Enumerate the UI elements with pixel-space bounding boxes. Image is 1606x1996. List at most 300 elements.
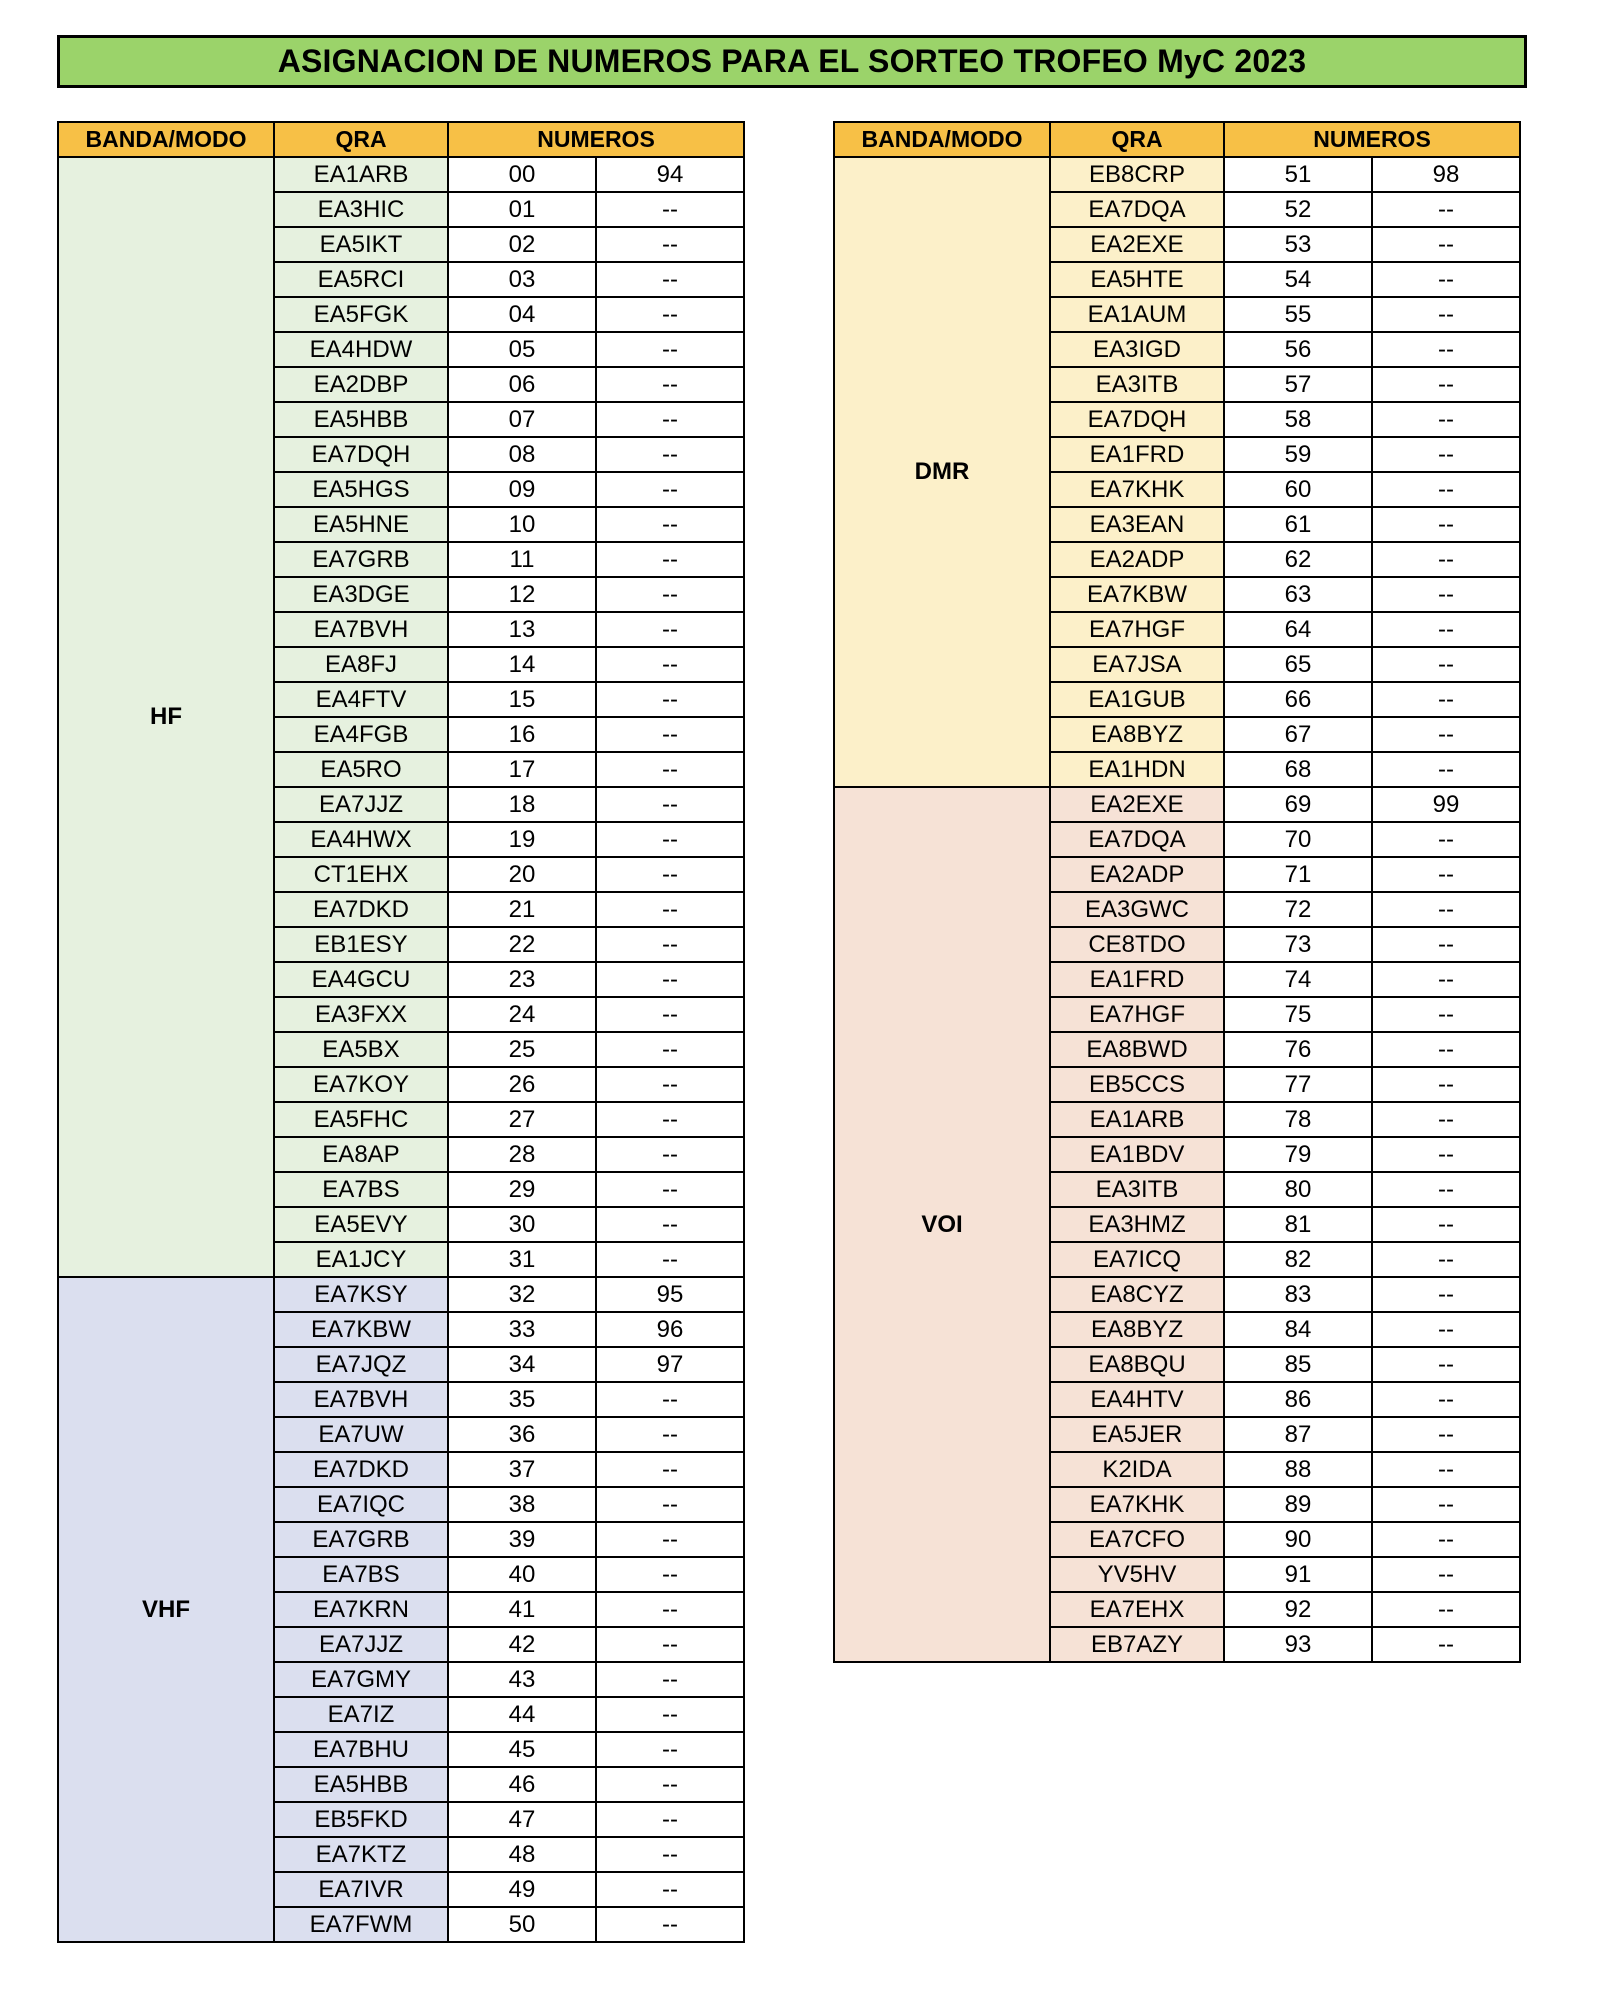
number-cell: 24 xyxy=(448,997,596,1032)
qra-cell: EA5BX xyxy=(274,1032,448,1067)
extra-number-cell: -- xyxy=(596,1417,744,1452)
number-cell: 10 xyxy=(448,507,596,542)
extra-number-cell: 99 xyxy=(1372,787,1520,822)
table-row xyxy=(58,1277,744,1312)
qra-cell: EA7JJZ xyxy=(274,1627,448,1662)
extra-number-cell: 95 xyxy=(596,1277,744,1312)
number-cell: 39 xyxy=(448,1522,596,1557)
number-cell: 02 xyxy=(448,227,596,262)
extra-number-cell: -- xyxy=(1372,262,1520,297)
extra-number-cell: -- xyxy=(596,1802,744,1837)
number-cell: 54 xyxy=(1224,262,1372,297)
qra-cell: EA1AUM xyxy=(1050,297,1224,332)
extra-number-cell: -- xyxy=(596,1872,744,1907)
number-cell: 03 xyxy=(448,262,596,297)
qra-cell: EA1GUB xyxy=(1050,682,1224,717)
qra-cell: EA4HTV xyxy=(1050,1382,1224,1417)
extra-number-cell: -- xyxy=(1372,682,1520,717)
extra-number-cell: -- xyxy=(596,577,744,612)
qra-cell: EA5HNE xyxy=(274,507,448,542)
qra-cell: EA3GWC xyxy=(1050,892,1224,927)
qra-cell: EA7JJZ xyxy=(274,787,448,822)
assignment-table-right xyxy=(833,121,1521,1663)
number-cell: 90 xyxy=(1224,1522,1372,1557)
number-cell: 61 xyxy=(1224,507,1372,542)
number-cell: 65 xyxy=(1224,647,1372,682)
extra-number-cell: -- xyxy=(1372,1452,1520,1487)
qra-cell: EA5RCI xyxy=(274,262,448,297)
qra-cell: EB7AZY xyxy=(1050,1627,1224,1662)
number-cell: 63 xyxy=(1224,577,1372,612)
number-cell: 16 xyxy=(448,717,596,752)
number-cell: 07 xyxy=(448,402,596,437)
extra-number-cell: -- xyxy=(1372,1172,1520,1207)
number-cell: 74 xyxy=(1224,962,1372,997)
extra-number-cell: -- xyxy=(1372,1277,1520,1312)
extra-number-cell: -- xyxy=(596,857,744,892)
extra-number-cell: -- xyxy=(596,892,744,927)
qra-cell: EA7DKD xyxy=(274,892,448,927)
number-cell: 49 xyxy=(448,1872,596,1907)
extra-number-cell: -- xyxy=(596,192,744,227)
qra-cell: EA7KBW xyxy=(1050,577,1224,612)
number-cell: 26 xyxy=(448,1067,596,1102)
qra-cell: EA7HGF xyxy=(1050,997,1224,1032)
number-cell: 64 xyxy=(1224,612,1372,647)
qra-cell: EA7UW xyxy=(274,1417,448,1452)
qra-cell: EA7DQA xyxy=(1050,822,1224,857)
qra-cell: EB5CCS xyxy=(1050,1067,1224,1102)
number-cell: 13 xyxy=(448,612,596,647)
number-cell: 78 xyxy=(1224,1102,1372,1137)
extra-number-cell: -- xyxy=(596,472,744,507)
extra-number-cell: -- xyxy=(1372,717,1520,752)
extra-number-cell: -- xyxy=(596,1102,744,1137)
qra-cell: EA8BYZ xyxy=(1050,717,1224,752)
header-numbers: NUMEROS xyxy=(1224,122,1520,157)
extra-number-cell: -- xyxy=(1372,402,1520,437)
extra-number-cell: -- xyxy=(596,1627,744,1662)
qra-cell: EA7KSY xyxy=(274,1277,448,1312)
extra-number-cell: -- xyxy=(1372,1242,1520,1277)
qra-cell: EA2EXE xyxy=(1050,787,1224,822)
number-cell: 56 xyxy=(1224,332,1372,367)
qra-cell: EA8CYZ xyxy=(1050,1277,1224,1312)
extra-number-cell: -- xyxy=(1372,1487,1520,1522)
extra-number-cell: -- xyxy=(596,822,744,857)
number-cell: 36 xyxy=(448,1417,596,1452)
number-cell: 20 xyxy=(448,857,596,892)
extra-number-cell: -- xyxy=(1372,192,1520,227)
number-cell: 48 xyxy=(448,1837,596,1872)
qra-cell: EA1JCY xyxy=(274,1242,448,1277)
qra-cell: K2IDA xyxy=(1050,1452,1224,1487)
extra-number-cell: -- xyxy=(596,507,744,542)
number-cell: 88 xyxy=(1224,1452,1372,1487)
qra-cell: EA7JSA xyxy=(1050,647,1224,682)
header-numbers: NUMEROS xyxy=(448,122,744,157)
number-cell: 41 xyxy=(448,1592,596,1627)
extra-number-cell: -- xyxy=(596,647,744,682)
number-cell: 30 xyxy=(448,1207,596,1242)
number-cell: 43 xyxy=(448,1662,596,1697)
number-cell: 68 xyxy=(1224,752,1372,787)
band-label: VOI xyxy=(834,787,1050,1662)
header-qra: QRA xyxy=(1050,122,1224,157)
extra-number-cell: -- xyxy=(596,612,744,647)
extra-number-cell: -- xyxy=(596,1242,744,1277)
number-cell: 83 xyxy=(1224,1277,1372,1312)
table-row xyxy=(834,787,1520,822)
number-cell: 21 xyxy=(448,892,596,927)
qra-cell: EA7FWM xyxy=(274,1907,448,1942)
extra-number-cell: -- xyxy=(596,1207,744,1242)
extra-number-cell: -- xyxy=(1372,542,1520,577)
extra-number-cell: 97 xyxy=(596,1347,744,1382)
qra-cell: EB5FKD xyxy=(274,1802,448,1837)
qra-cell: EA7DKD xyxy=(274,1452,448,1487)
qra-cell: EA7KHK xyxy=(1050,1487,1224,1522)
extra-number-cell: -- xyxy=(1372,1557,1520,1592)
qra-cell: EA2DBP xyxy=(274,367,448,402)
number-cell: 08 xyxy=(448,437,596,472)
qra-cell: EA7BVH xyxy=(274,1382,448,1417)
qra-cell: EA2EXE xyxy=(1050,227,1224,262)
number-cell: 79 xyxy=(1224,1137,1372,1172)
extra-number-cell: -- xyxy=(596,787,744,822)
extra-number-cell: -- xyxy=(1372,1032,1520,1067)
number-cell: 51 xyxy=(1224,157,1372,192)
number-cell: 81 xyxy=(1224,1207,1372,1242)
qra-cell: EA7IZ xyxy=(274,1697,448,1732)
qra-cell: EA5HTE xyxy=(1050,262,1224,297)
number-cell: 73 xyxy=(1224,927,1372,962)
number-cell: 40 xyxy=(448,1557,596,1592)
number-cell: 92 xyxy=(1224,1592,1372,1627)
number-cell: 45 xyxy=(448,1732,596,1767)
qra-cell: EA5IKT xyxy=(274,227,448,262)
extra-number-cell: -- xyxy=(596,1522,744,1557)
qra-cell: EA1FRD xyxy=(1050,437,1224,472)
number-cell: 44 xyxy=(448,1697,596,1732)
qra-cell: EA5HBB xyxy=(274,402,448,437)
qra-cell: EA7GRB xyxy=(274,1522,448,1557)
extra-number-cell: -- xyxy=(596,1137,744,1172)
extra-number-cell: -- xyxy=(1372,1522,1520,1557)
qra-cell: EA8BQU xyxy=(1050,1347,1224,1382)
extra-number-cell: -- xyxy=(1372,962,1520,997)
number-cell: 52 xyxy=(1224,192,1372,227)
number-cell: 76 xyxy=(1224,1032,1372,1067)
qra-cell: EA3DGE xyxy=(274,577,448,612)
number-cell: 53 xyxy=(1224,227,1372,262)
extra-number-cell: -- xyxy=(1372,1627,1520,1662)
number-cell: 46 xyxy=(448,1767,596,1802)
number-cell: 67 xyxy=(1224,717,1372,752)
number-cell: 77 xyxy=(1224,1067,1372,1102)
extra-number-cell: -- xyxy=(596,227,744,262)
qra-cell: EA7KBW xyxy=(274,1312,448,1347)
number-cell: 19 xyxy=(448,822,596,857)
number-cell: 58 xyxy=(1224,402,1372,437)
qra-cell: EA3HIC xyxy=(274,192,448,227)
number-cell: 60 xyxy=(1224,472,1372,507)
extra-number-cell: -- xyxy=(596,1032,744,1067)
qra-cell: EA4HDW xyxy=(274,332,448,367)
extra-number-cell: -- xyxy=(1372,1312,1520,1347)
number-cell: 38 xyxy=(448,1487,596,1522)
extra-number-cell: -- xyxy=(1372,437,1520,472)
extra-number-cell: -- xyxy=(1372,752,1520,787)
number-cell: 62 xyxy=(1224,542,1372,577)
extra-number-cell: -- xyxy=(1372,367,1520,402)
number-cell: 47 xyxy=(448,1802,596,1837)
extra-number-cell: -- xyxy=(1372,1592,1520,1627)
band-label: DMR xyxy=(834,157,1050,787)
table-row xyxy=(834,157,1520,192)
qra-cell: EA7GRB xyxy=(274,542,448,577)
qra-cell: EA5FHC xyxy=(274,1102,448,1137)
extra-number-cell: -- xyxy=(596,367,744,402)
qra-cell: EA7ICQ xyxy=(1050,1242,1224,1277)
qra-cell: EA7BHU xyxy=(274,1732,448,1767)
extra-number-cell: -- xyxy=(1372,997,1520,1032)
qra-cell: EA3FXX xyxy=(274,997,448,1032)
qra-cell: EA8BYZ xyxy=(1050,1312,1224,1347)
number-cell: 37 xyxy=(448,1452,596,1487)
extra-number-cell: -- xyxy=(1372,332,1520,367)
qra-cell: EA5FGK xyxy=(274,297,448,332)
number-cell: 87 xyxy=(1224,1417,1372,1452)
extra-number-cell: -- xyxy=(596,1067,744,1102)
qra-cell: EA4FTV xyxy=(274,682,448,717)
number-cell: 25 xyxy=(448,1032,596,1067)
assignment-table-left xyxy=(57,121,745,1943)
extra-number-cell: -- xyxy=(1372,227,1520,262)
extra-number-cell: -- xyxy=(1372,1207,1520,1242)
extra-number-cell: -- xyxy=(596,1487,744,1522)
qra-cell: EA7BS xyxy=(274,1557,448,1592)
number-cell: 06 xyxy=(448,367,596,402)
extra-number-cell: -- xyxy=(596,962,744,997)
header-band: BANDA/MODO xyxy=(58,122,274,157)
extra-number-cell: -- xyxy=(596,332,744,367)
number-cell: 04 xyxy=(448,297,596,332)
number-cell: 82 xyxy=(1224,1242,1372,1277)
number-cell: 35 xyxy=(448,1382,596,1417)
extra-number-cell: -- xyxy=(1372,927,1520,962)
number-cell: 31 xyxy=(448,1242,596,1277)
number-cell: 42 xyxy=(448,1627,596,1662)
extra-number-cell: 96 xyxy=(596,1312,744,1347)
number-cell: 28 xyxy=(448,1137,596,1172)
extra-number-cell: -- xyxy=(596,997,744,1032)
number-cell: 17 xyxy=(448,752,596,787)
extra-number-cell: -- xyxy=(1372,577,1520,612)
number-cell: 27 xyxy=(448,1102,596,1137)
qra-cell: EA7BS xyxy=(274,1172,448,1207)
qra-cell: EA7JQZ xyxy=(274,1347,448,1382)
page-title: ASIGNACION DE NUMEROS PARA EL SORTEO TROFEO MyC 2023 xyxy=(57,35,1527,88)
number-cell: 34 xyxy=(448,1347,596,1382)
number-cell: 75 xyxy=(1224,997,1372,1032)
number-cell: 23 xyxy=(448,962,596,997)
number-cell: 50 xyxy=(448,1907,596,1942)
number-cell: 14 xyxy=(448,647,596,682)
qra-cell: EA1HDN xyxy=(1050,752,1224,787)
header-qra: QRA xyxy=(274,122,448,157)
extra-number-cell: -- xyxy=(596,927,744,962)
number-cell: 86 xyxy=(1224,1382,1372,1417)
qra-cell: EA5HBB xyxy=(274,1767,448,1802)
qra-cell: EA3EAN xyxy=(1050,507,1224,542)
number-cell: 80 xyxy=(1224,1172,1372,1207)
qra-cell: EA4GCU xyxy=(274,962,448,997)
qra-cell: EA3ITB xyxy=(1050,1172,1224,1207)
qra-cell: EA5JER xyxy=(1050,1417,1224,1452)
extra-number-cell: -- xyxy=(596,1592,744,1627)
qra-cell: EA2ADP xyxy=(1050,857,1224,892)
extra-number-cell: -- xyxy=(1372,1102,1520,1137)
qra-cell: EB1ESY xyxy=(274,927,448,962)
extra-number-cell: -- xyxy=(1372,612,1520,647)
number-cell: 01 xyxy=(448,192,596,227)
qra-cell: EA8FJ xyxy=(274,647,448,682)
qra-cell: EA5EVY xyxy=(274,1207,448,1242)
extra-number-cell: -- xyxy=(1372,297,1520,332)
extra-number-cell: -- xyxy=(596,1732,744,1767)
qra-cell: EA8AP xyxy=(274,1137,448,1172)
extra-number-cell: -- xyxy=(596,1382,744,1417)
extra-number-cell: -- xyxy=(1372,1417,1520,1452)
extra-number-cell: -- xyxy=(596,542,744,577)
number-cell: 09 xyxy=(448,472,596,507)
qra-cell: EA1BDV xyxy=(1050,1137,1224,1172)
band-label: HF xyxy=(58,157,274,1277)
extra-number-cell: -- xyxy=(596,717,744,752)
extra-number-cell: -- xyxy=(596,1907,744,1942)
qra-cell: EA1ARB xyxy=(1050,1102,1224,1137)
qra-cell: EA7CFO xyxy=(1050,1522,1224,1557)
extra-number-cell: -- xyxy=(596,262,744,297)
qra-cell: CT1EHX xyxy=(274,857,448,892)
extra-number-cell: -- xyxy=(1372,647,1520,682)
qra-cell: EA1ARB xyxy=(274,157,448,192)
number-cell: 66 xyxy=(1224,682,1372,717)
extra-number-cell: -- xyxy=(1372,857,1520,892)
number-cell: 00 xyxy=(448,157,596,192)
number-cell: 32 xyxy=(448,1277,596,1312)
qra-cell: EB8CRP xyxy=(1050,157,1224,192)
qra-cell: EA7IVR xyxy=(274,1872,448,1907)
number-cell: 93 xyxy=(1224,1627,1372,1662)
extra-number-cell: -- xyxy=(596,1697,744,1732)
qra-cell: EA2ADP xyxy=(1050,542,1224,577)
extra-number-cell: -- xyxy=(596,682,744,717)
qra-cell: YV5HV xyxy=(1050,1557,1224,1592)
qra-cell: EA7KHK xyxy=(1050,472,1224,507)
number-cell: 89 xyxy=(1224,1487,1372,1522)
header-band: BANDA/MODO xyxy=(834,122,1050,157)
extra-number-cell: -- xyxy=(596,1172,744,1207)
number-cell: 55 xyxy=(1224,297,1372,332)
qra-cell: EA3ITB xyxy=(1050,367,1224,402)
extra-number-cell: -- xyxy=(596,752,744,787)
extra-number-cell: -- xyxy=(1372,892,1520,927)
band-label: VHF xyxy=(58,1277,274,1942)
table-row xyxy=(58,157,744,192)
qra-cell: EA7EHX xyxy=(1050,1592,1224,1627)
number-cell: 70 xyxy=(1224,822,1372,857)
number-cell: 91 xyxy=(1224,1557,1372,1592)
extra-number-cell: -- xyxy=(596,1452,744,1487)
qra-cell: EA7DQH xyxy=(274,437,448,472)
number-cell: 29 xyxy=(448,1172,596,1207)
qra-cell: EA7KRN xyxy=(274,1592,448,1627)
extra-number-cell: -- xyxy=(596,402,744,437)
qra-cell: EA5HGS xyxy=(274,472,448,507)
qra-cell: CE8TDO xyxy=(1050,927,1224,962)
number-cell: 05 xyxy=(448,332,596,367)
qra-cell: EA4HWX xyxy=(274,822,448,857)
extra-number-cell: -- xyxy=(1372,1382,1520,1417)
number-cell: 11 xyxy=(448,542,596,577)
qra-cell: EA7IQC xyxy=(274,1487,448,1522)
number-cell: 72 xyxy=(1224,892,1372,927)
extra-number-cell: -- xyxy=(1372,822,1520,857)
number-cell: 69 xyxy=(1224,787,1372,822)
qra-cell: EA3IGD xyxy=(1050,332,1224,367)
number-cell: 22 xyxy=(448,927,596,962)
qra-cell: EA1FRD xyxy=(1050,962,1224,997)
extra-number-cell: 94 xyxy=(596,157,744,192)
extra-number-cell: -- xyxy=(596,1662,744,1697)
qra-cell: EA7KTZ xyxy=(274,1837,448,1872)
number-cell: 15 xyxy=(448,682,596,717)
number-cell: 12 xyxy=(448,577,596,612)
number-cell: 71 xyxy=(1224,857,1372,892)
qra-cell: EA3HMZ xyxy=(1050,1207,1224,1242)
extra-number-cell: -- xyxy=(1372,1067,1520,1102)
number-cell: 18 xyxy=(448,787,596,822)
number-cell: 33 xyxy=(448,1312,596,1347)
number-cell: 57 xyxy=(1224,367,1372,402)
qra-cell: EA7DQH xyxy=(1050,402,1224,437)
qra-cell: EA7KOY xyxy=(274,1067,448,1102)
qra-cell: EA5RO xyxy=(274,752,448,787)
qra-cell: EA7BVH xyxy=(274,612,448,647)
extra-number-cell: -- xyxy=(596,1767,744,1802)
extra-number-cell: -- xyxy=(1372,472,1520,507)
qra-cell: EA7DQA xyxy=(1050,192,1224,227)
extra-number-cell: -- xyxy=(596,1837,744,1872)
number-cell: 59 xyxy=(1224,437,1372,472)
header-row xyxy=(58,122,744,157)
qra-cell: EA8BWD xyxy=(1050,1032,1224,1067)
extra-number-cell: -- xyxy=(1372,1347,1520,1382)
header-row xyxy=(834,122,1520,157)
extra-number-cell: -- xyxy=(596,437,744,472)
extra-number-cell: -- xyxy=(1372,1137,1520,1172)
qra-cell: EA4FGB xyxy=(274,717,448,752)
extra-number-cell: -- xyxy=(596,297,744,332)
qra-cell: EA7HGF xyxy=(1050,612,1224,647)
extra-number-cell: -- xyxy=(1372,507,1520,542)
number-cell: 85 xyxy=(1224,1347,1372,1382)
number-cell: 84 xyxy=(1224,1312,1372,1347)
qra-cell: EA7GMY xyxy=(274,1662,448,1697)
extra-number-cell: 98 xyxy=(1372,157,1520,192)
